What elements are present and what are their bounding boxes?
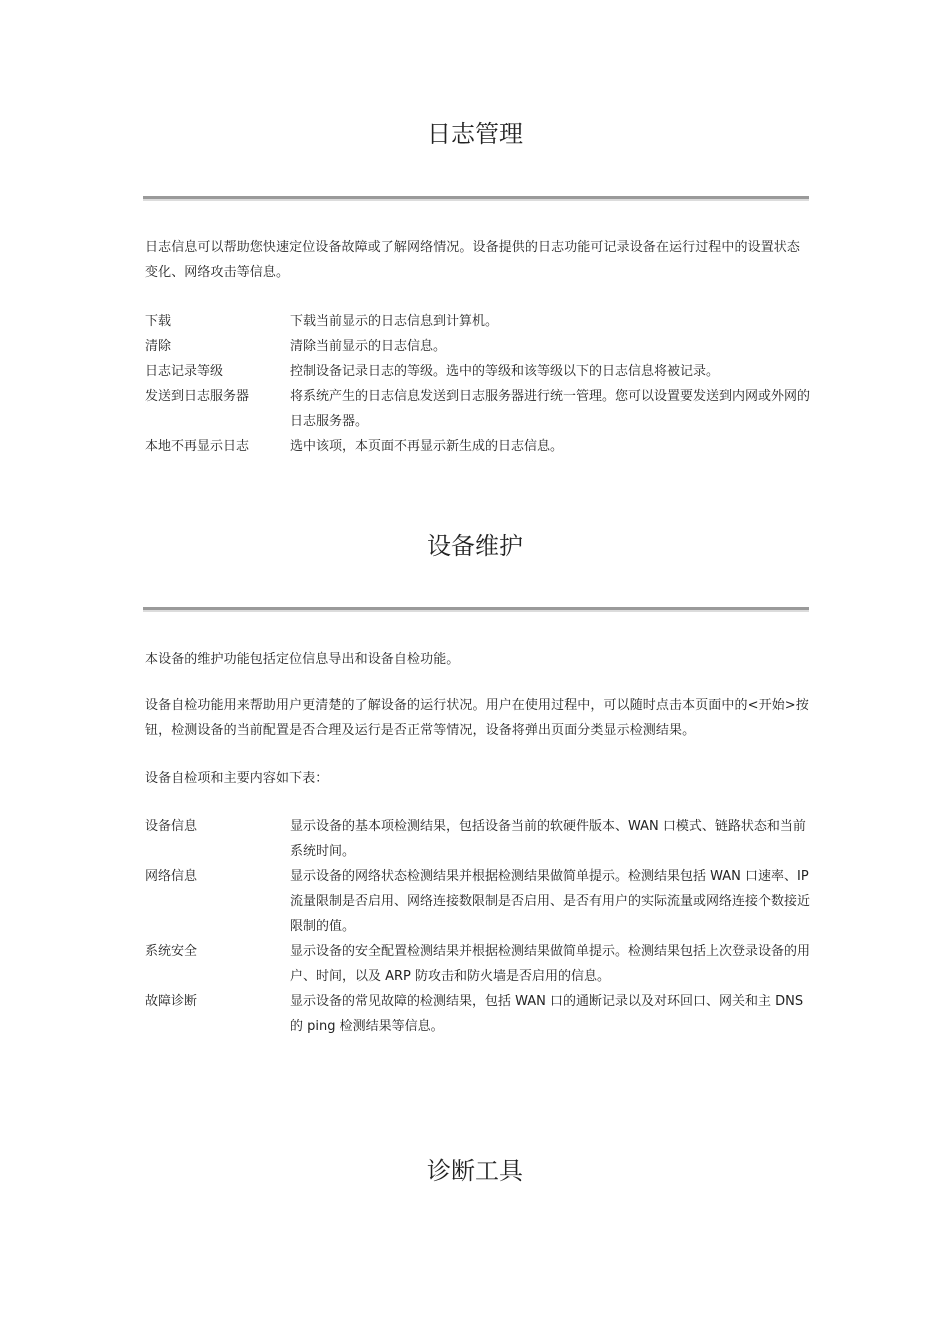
definition-row [145,939,813,989]
definition-row [145,334,813,359]
section-title-log: 日志管理 [427,120,523,148]
maintenance-paragraph-1: 本设备的维护功能包括定位信息导出和设备自检功能。 [145,652,460,667]
definition-term: 发送到日志服务器 [145,389,250,404]
section-title-diagnostics: 诊断工具 [427,1157,523,1185]
definition-term: 网络信息 [145,869,198,884]
definition-desc: 显示设备的安全配置检测结果并根据检测结果做简单提示。检测结果包括上次登录设备的用户、时间，以及 ARP 防攻击和防火墙是否启用的信息。 [290,944,811,984]
definition-term: 日志记录等级 [145,364,224,379]
definition-term: 下载 [145,314,172,329]
definition-desc: 控制设备记录日志的等级。选中的等级和该等级以下的日志信息将被记录。 [290,364,720,379]
definition-desc: 显示设备的基本项检测结果，包括设备当前的软硬件版本、WAN 口模式、链路状态和当前系统时间。 [290,819,806,859]
definition-row [145,434,813,459]
section-divider-log [143,196,809,201]
definition-term: 故障诊断 [145,994,198,1009]
definition-term: 设备信息 [145,819,198,834]
log-intro-paragraph: 日志信息可以帮助您快速定位设备故障或了解网络情况。设备提供的日志功能可记录设备在运行过程中的设置状态变化、网络攻击等信息。 [145,240,801,280]
maintenance-definition-list [145,814,813,1039]
definition-row [145,309,813,334]
definition-desc: 显示设备的常见故障的检测结果，包括 WAN 口的通断记录以及对环回口、网关和主 DNS 的 ping 检测结果等信息。 [290,994,804,1034]
maintenance-paragraph-3: 设备自检项和主要内容如下表： [145,771,329,786]
definition-desc: 将系统产生的日志信息发送到日志服务器进行统一管理。您可以设置要发送到内网或外网的日志服务器。 [290,389,811,429]
definition-desc: 显示设备的网络状态检测结果并根据检测结果做简单提示。检测结果包括 WAN 口速率、IP 流量限制是否启用、网络连接数限制是否启用、是否有用户的实际流量或网络连接个数接近限制的值。 [290,869,811,934]
definition-term: 本地不再显示日志 [145,439,250,454]
definition-desc: 下载当前显示的日志信息到计算机。 [290,314,499,329]
definition-desc: 选中该项，本页面不再显示新生成的日志信息。 [290,439,564,454]
definition-row [145,359,813,384]
log-definition-list [145,309,813,459]
definition-term: 系统安全 [145,944,198,959]
definition-row [145,814,813,864]
maintenance-paragraph-2: 设备自检功能用来帮助用户更清楚的了解设备的运行状况。用户在使用过程中，可以随时点击本页面中的<开始>按钮，检测设备的当前配置是否合理及运行是否正常等情况，设备将弹出页面分类显示检测结果。 [145,698,809,738]
definition-row [145,384,813,434]
section-divider-maintenance [143,607,809,612]
definition-desc: 清除当前显示的日志信息。 [290,339,447,354]
definition-term: 清除 [145,339,172,354]
definition-row [145,864,813,939]
definition-row [145,989,813,1039]
section-title-maintenance: 设备维护 [427,532,523,560]
